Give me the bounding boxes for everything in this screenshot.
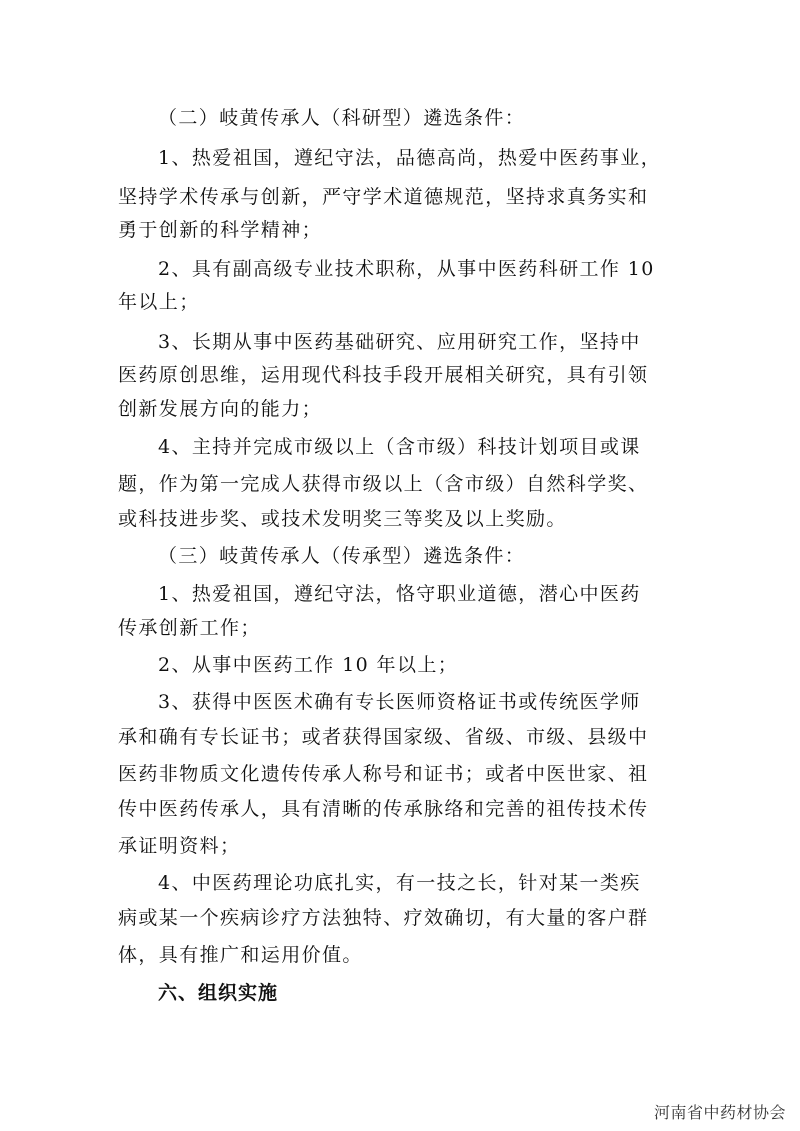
paragraph-line: 或科技进步奖、或技术发明奖三等奖及以上奖励。: [118, 508, 567, 530]
paragraph-line: 病或某一个疾病诊疗方法独特、疗效确切，有大量的客户群: [118, 907, 649, 929]
paragraph-line: 传承创新工作；: [118, 617, 261, 639]
paragraph-line: 创新发展方向的能力；: [118, 398, 323, 420]
watermark-text: 河南省中药材协会: [653, 1103, 786, 1122]
paragraph-line: 勇于创新的科学精神；: [118, 219, 323, 241]
section-heading-implementation: 六、组织实施: [158, 982, 279, 1004]
section-heading-research: （二）岐黄传承人（科研型）遴选条件：: [158, 107, 526, 129]
paragraph-line: 2、从事中医药工作 10 年以上；: [158, 654, 459, 676]
paragraph-line: 承证明资料；: [118, 835, 241, 857]
paragraph-line: 4、中医药理论功底扎实，有一技之长，针对某一类疾: [158, 872, 641, 894]
paragraph-line: 承和确有专长证书；或者获得国家级、省级、市级、县级中: [118, 726, 649, 748]
paragraph-line: 3、获得中医医术确有专长医师资格证书或传统医学师: [158, 691, 641, 713]
paragraph-line: 医药非物质文化遗传传承人称号和证书；或者中医世家、祖: [118, 763, 649, 785]
paragraph-line: 1、热爱祖国，遵纪守法，品德高尚，热爱中医药事业，: [158, 147, 662, 169]
paragraph-line: 医药原创思维，运用现代科技手段开展相关研究，具有引领: [118, 364, 649, 386]
section-heading-inheritance: （三）岐黄传承人（传承型）遴选条件：: [158, 545, 526, 567]
paragraph-line: 体，具有推广和运用价值。: [118, 944, 363, 966]
paragraph-line: 1、热爱祖国，遵纪守法，恪守职业道德，潜心中医药: [158, 583, 641, 605]
paragraph-line: 传中医药传承人，具有清晰的传承脉络和完善的祖传技术传: [118, 798, 649, 820]
paragraph-line: 4、主持并完成市级以上（含市级）科技计划项目或课: [158, 436, 641, 458]
paragraph-line: 年以上；: [118, 291, 200, 313]
paragraph-line: 题，作为第一完成人获得市级以上（含市级）自然科学奖、: [118, 473, 649, 495]
paragraph-line: 2、具有副高级专业技术职称，从事中医药科研工作 10: [158, 258, 655, 280]
paragraph-line: 3、长期从事中医药基础研究、应用研究工作，坚持中: [158, 331, 641, 353]
paragraph-line: 坚持学术传承与创新，严守学术道德规范，坚持求真务实和: [118, 186, 649, 208]
